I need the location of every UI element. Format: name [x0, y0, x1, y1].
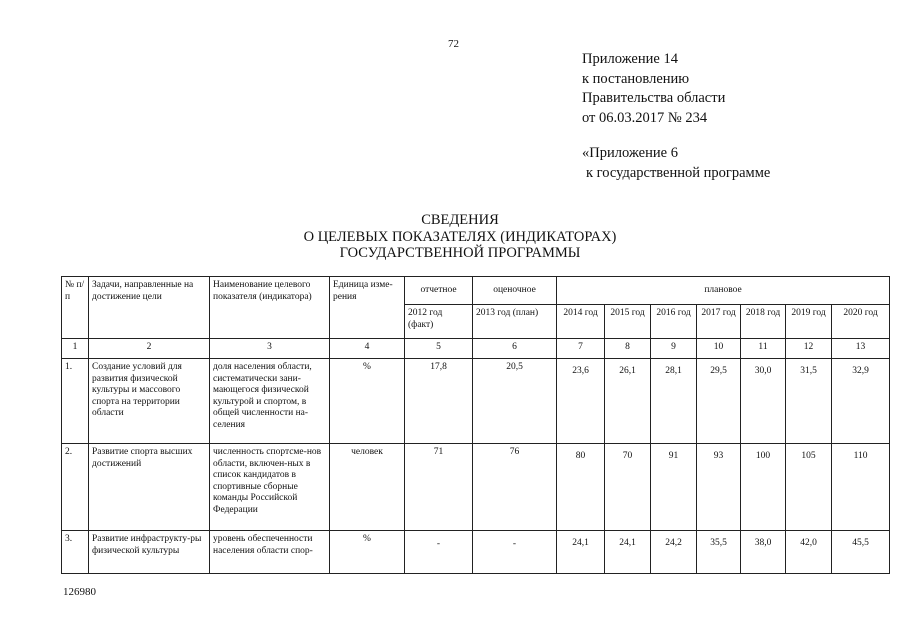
row-plan-value: 26,1	[605, 359, 651, 444]
row-plan-value: 30,0	[741, 359, 786, 444]
row-plan-value: 80	[557, 444, 605, 531]
row-number: 2.	[62, 444, 89, 531]
row-task: Развитие спорта высших достижений	[89, 444, 210, 531]
table-header-row	[62, 277, 890, 305]
title-line: О ЦЕЛЕВЫХ ПОКАЗАТЕЛЯХ (ИНДИКАТОРАХ)	[303, 228, 617, 245]
appendix-reference-block	[582, 144, 770, 183]
row-plan-value: 93	[697, 444, 741, 531]
appendix-line: Правительства области	[582, 90, 726, 106]
row-plan-value: 70	[605, 444, 651, 531]
row-plan-value: 24,1	[557, 531, 605, 574]
row-indicator: доля населения области, систематически зани-мающегося физической культурой и спортом, в общей численности на-селения	[210, 359, 330, 444]
header-estimate: оценочное	[473, 277, 557, 305]
table-row	[62, 444, 890, 531]
row-indicator: численность спортсме-нов области, включен-ных в список кандидатов в спортивные сборные команды Российской Федерации	[210, 444, 330, 531]
row-unit: %	[330, 531, 405, 574]
row-estimate-value: -	[473, 531, 557, 574]
row-task: Создание условий для развития физической культуры и массового спорта на территории области	[89, 359, 210, 444]
column-number: 3	[210, 339, 330, 359]
title-line: ГОСУДАРСТВЕННОЙ ПРОГРАММЫ	[339, 245, 581, 261]
appendix-block	[582, 50, 725, 128]
header-tasks: Задачи, направленные на достижение цели	[89, 277, 210, 339]
row-plan-value: 110	[832, 444, 890, 531]
document-title	[160, 212, 760, 262]
header-planned: плановое	[557, 277, 890, 305]
header-year: 2017 год	[697, 305, 741, 339]
header-report: отчетное	[405, 277, 473, 305]
row-number: 1.	[62, 359, 89, 444]
table-row	[62, 531, 890, 574]
row-plan-value: 42,0	[786, 531, 832, 574]
row-plan-value: 105	[786, 444, 832, 531]
column-number: 12	[786, 339, 832, 359]
row-task: Развитие инфраструкту-ры физической культуры	[89, 531, 210, 574]
document-code: 126980	[63, 586, 96, 598]
row-plan-value: 38,0	[741, 531, 786, 574]
appendix-reference-line: «Приложение 6	[582, 145, 678, 161]
row-estimate-value: 76	[473, 444, 557, 531]
column-number: 13	[832, 339, 890, 359]
page-number: 72	[448, 38, 459, 50]
row-report-value: 17,8	[405, 359, 473, 444]
header-year: 2014 год	[557, 305, 605, 339]
column-number: 10	[697, 339, 741, 359]
appendix-line: от 06.03.2017 № 234	[582, 109, 708, 126]
column-number: 2	[89, 339, 210, 359]
header-num: № п/п	[62, 277, 89, 339]
column-number: 7	[557, 339, 605, 359]
column-number: 5	[405, 339, 473, 359]
appendix-line: к постановлению	[582, 70, 690, 87]
row-estimate-value: 20,5	[473, 359, 557, 444]
row-unit: человек	[330, 444, 405, 531]
row-plan-value: 29,5	[697, 359, 741, 444]
row-plan-value: 28,1	[651, 359, 697, 444]
appendix-line: Приложение 14	[582, 51, 678, 67]
row-plan-value: 31,5	[786, 359, 832, 444]
header-year: 2019 год	[786, 305, 832, 339]
column-number: 9	[651, 339, 697, 359]
row-plan-value: 91	[651, 444, 697, 531]
row-plan-value: 23,6	[557, 359, 605, 444]
column-numbers-row	[62, 339, 890, 359]
row-plan-value: 24,2	[651, 531, 697, 574]
header-estimate-year: 2013 год (план)	[473, 305, 557, 339]
row-number: 3.	[62, 531, 89, 574]
row-plan-value: 24,1	[605, 531, 651, 574]
title-line: СВЕДЕНИЯ	[421, 212, 499, 228]
row-plan-value: 35,5	[697, 531, 741, 574]
indicators-table	[61, 276, 890, 574]
header-year: 2016 год	[651, 305, 697, 339]
header-year: 2020 год	[832, 305, 890, 339]
column-number: 4	[330, 339, 405, 359]
header-report-year: 2012 год (факт)	[405, 305, 473, 339]
row-report-value: -	[405, 531, 473, 574]
header-unit: Единица изме-рения	[330, 277, 405, 339]
column-number: 11	[741, 339, 786, 359]
row-report-value: 71	[405, 444, 473, 531]
appendix-reference-line: к государственной программе	[586, 164, 771, 181]
column-number: 1	[62, 339, 89, 359]
header-year: 2015 год	[605, 305, 651, 339]
header-indicator: Наименование целевого показателя (индикатора)	[210, 277, 330, 339]
row-unit: %	[330, 359, 405, 444]
column-number: 6	[473, 339, 557, 359]
row-plan-value: 100	[741, 444, 786, 531]
header-year: 2018 год	[741, 305, 786, 339]
table-row	[62, 359, 890, 444]
row-indicator: уровень обеспеченности населения области спор-	[210, 531, 330, 574]
column-number: 8	[605, 339, 651, 359]
row-plan-value: 32,9	[832, 359, 890, 444]
row-plan-value: 45,5	[832, 531, 890, 574]
